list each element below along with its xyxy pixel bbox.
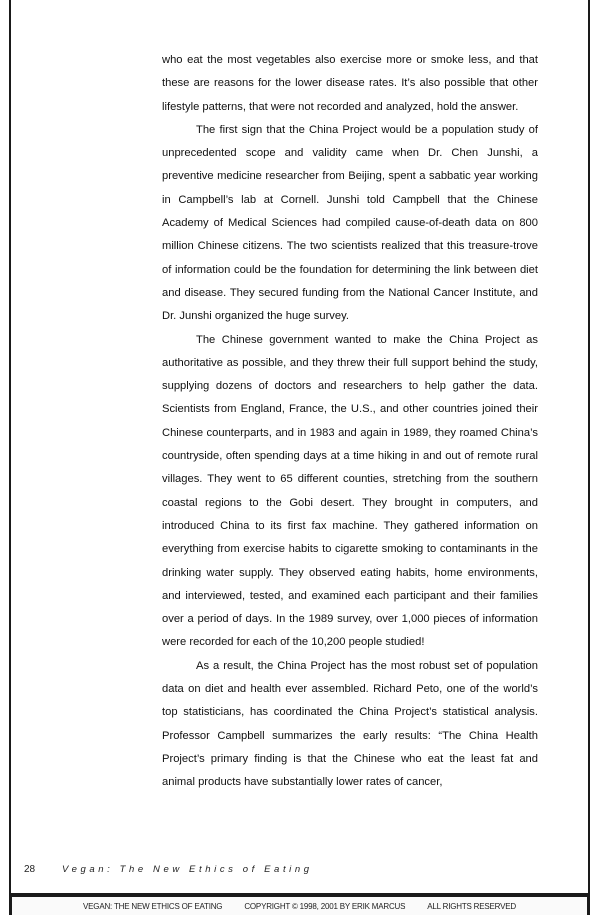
paragraph-1: who eat the most vegetables also exercise more or smoke less, and that these are reasons for the lower disease rates. It’s also possible that other lifestyle patterns, that were not recorded and analyzed, hold the answer.: [162, 54, 538, 113]
copyright-notice: COPYRIGHT © 1998, 2001 BY ERIK MARCUS: [244, 901, 406, 911]
bottom-bar: [12, 897, 587, 915]
paragraph-2: The first sign that the China Project would be a population study of unprecedented scope and validity came when Dr. Chen Junshi, a preventive medicine researcher from Beijing, spent a sabbatic year working in Campbell’s lab at Cornell. Junshi told Campbell that the Chinese Academy of Medical Sciences had compiled cause-of-death data on 800 million Chinese citizens. The two scientists realized that this treasure-trove of information could be the foundation for determining the link between diet and disease. They secured funding from the National Cancer Institute, and Dr. Junshi organized the huge survey.: [162, 123, 538, 323]
right-page-rule: [588, 0, 590, 915]
book-title-notice: VEGAN: THE NEW ETHICS OF EATING: [83, 901, 223, 911]
left-page-rule: [9, 0, 11, 915]
page-footer: [24, 864, 313, 875]
paragraph-4: As a result, the China Project has the most robust set of population data on diet and health ever assembled. Richard Peto, one of the world’s top statisticians, has coordinated the China Project’s statistical analysis. Professor Campbell summarizes the early results: “The China Health Project’s primary finding is that the Chinese who eat the least fat and animal products have substantially lower rates of cancer,: [162, 659, 538, 789]
rights-notice: ALL RIGHTS RESERVED: [427, 901, 516, 911]
body-text: [162, 49, 538, 795]
page-number: 28: [24, 864, 36, 875]
running-title: Vegan: The New Ethics of Eating: [62, 864, 313, 875]
paragraph-3: The Chinese government wanted to make the China Project as authoritative as possible, and they threw their full support behind the study, supplying dozens of doctors and researchers to help gather the data. Scientists from England, France, the U.S., and other countries joined their Chinese counterparts, and in 1983 and again in 1989, they roamed China’s countryside, often spending days at a time hiking in and out of remote rural villages. They went to 65 different counties, stretching from the southern coastal regions to the Gobi desert. They brought in computers, and introduced China to its first fax machine. They gathered information on everything from exercise habits to cigarette smoking to contaminants in the drinking water supply. They observed eating habits, home environments, and interviewed, tested, and examined each participant and their families over a period of days. In the 1989 survey, over 1,000 pieces of information were recorded for each of the 10,200 people studied!: [162, 333, 538, 649]
